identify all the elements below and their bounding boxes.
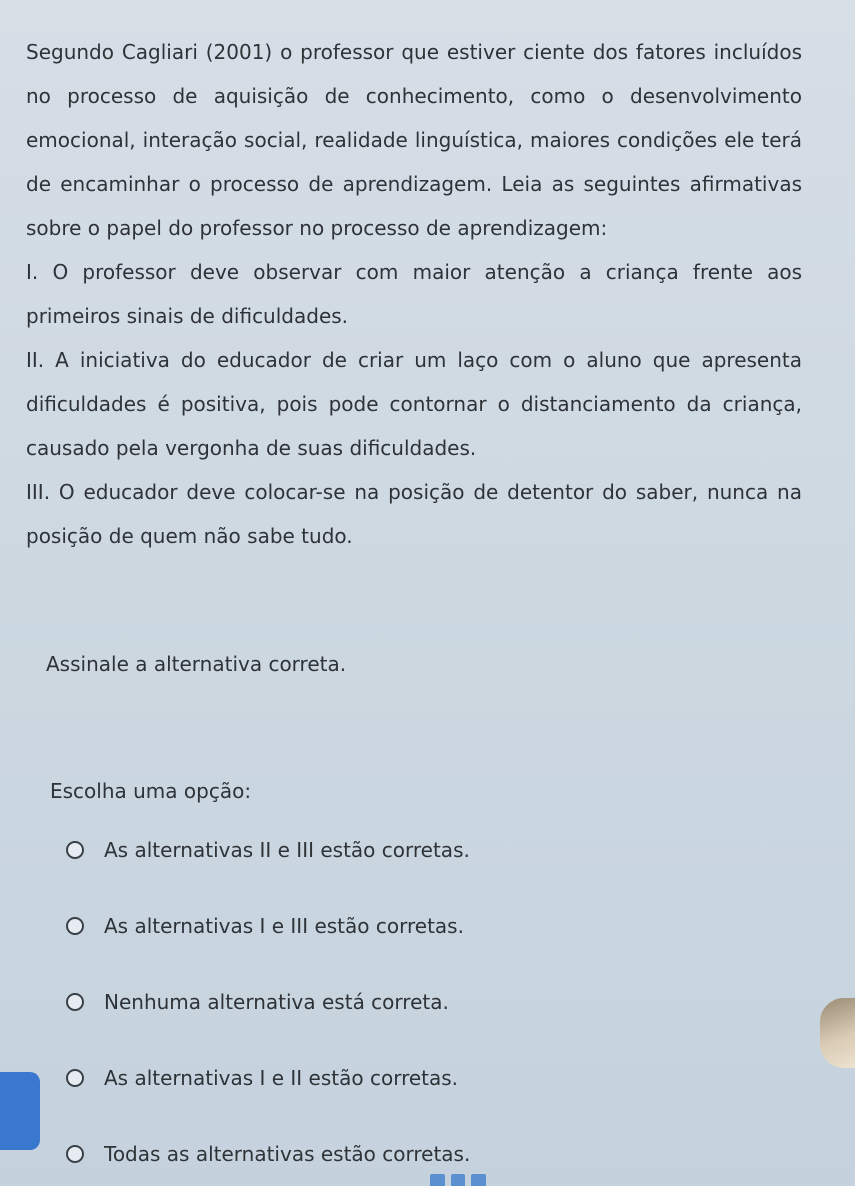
option-label: Nenhuma alternativa está correta.: [104, 990, 449, 1014]
radio-unchecked-icon[interactable]: [66, 1145, 84, 1163]
question-instruction: Assinale a alternativa correta.: [46, 652, 347, 676]
question-intro: Segundo Cagliari (2001) o professor que estiver ciente dos fatores incluídos no processo de aquisição de conhecimento, como o desenvolvimento emocional, interação social, realidade linguística, maiores condições ele terá de encaminhar o processo de aprendizagem. Leia as seguintes afirmativas sobre o papel do professor no processo de aprendizagem:: [26, 40, 802, 240]
radio-unchecked-icon[interactable]: [66, 917, 84, 935]
option-3[interactable]: [66, 964, 746, 1040]
option-4[interactable]: [66, 1040, 746, 1116]
option-label: As alternativas II e III estão corretas.: [104, 838, 470, 862]
side-tab-button[interactable]: [0, 1072, 40, 1150]
bottom-nav-indicator: [430, 1174, 486, 1186]
option-1[interactable]: [66, 812, 746, 888]
statement-3: III. O educador deve colocar-se na posição de detentor do saber, nunca na posição de quem não sabe tudo.: [26, 480, 802, 548]
choices-heading: Escolha uma opção:: [50, 779, 252, 803]
statement-2: II. A iniciativa do educador de criar um laço com o aluno que apresenta dificuldades é positiva, pois pode contornar o distanciamento da criança, causado pela vergonha de suas dificuldades.: [26, 348, 802, 460]
radio-unchecked-icon[interactable]: [66, 841, 84, 859]
radio-unchecked-icon[interactable]: [66, 993, 84, 1011]
radio-unchecked-icon[interactable]: [66, 1069, 84, 1087]
option-label: As alternativas I e III estão corretas.: [104, 914, 464, 938]
statement-1: I. O professor deve observar com maior atenção a criança frente aos primeiros sinais de dificuldades.: [26, 260, 802, 328]
nav-dot: [471, 1174, 486, 1186]
answer-options: [66, 812, 746, 1186]
nav-dot: [430, 1174, 445, 1186]
option-label: Todas as alternativas estão corretas.: [104, 1142, 471, 1166]
option-5[interactable]: [66, 1116, 746, 1186]
option-2[interactable]: [66, 888, 746, 964]
avatar[interactable]: [820, 998, 855, 1068]
option-label: As alternativas I e II estão corretas.: [104, 1066, 459, 1090]
nav-dot: [451, 1174, 466, 1186]
question-text: [26, 30, 802, 558]
